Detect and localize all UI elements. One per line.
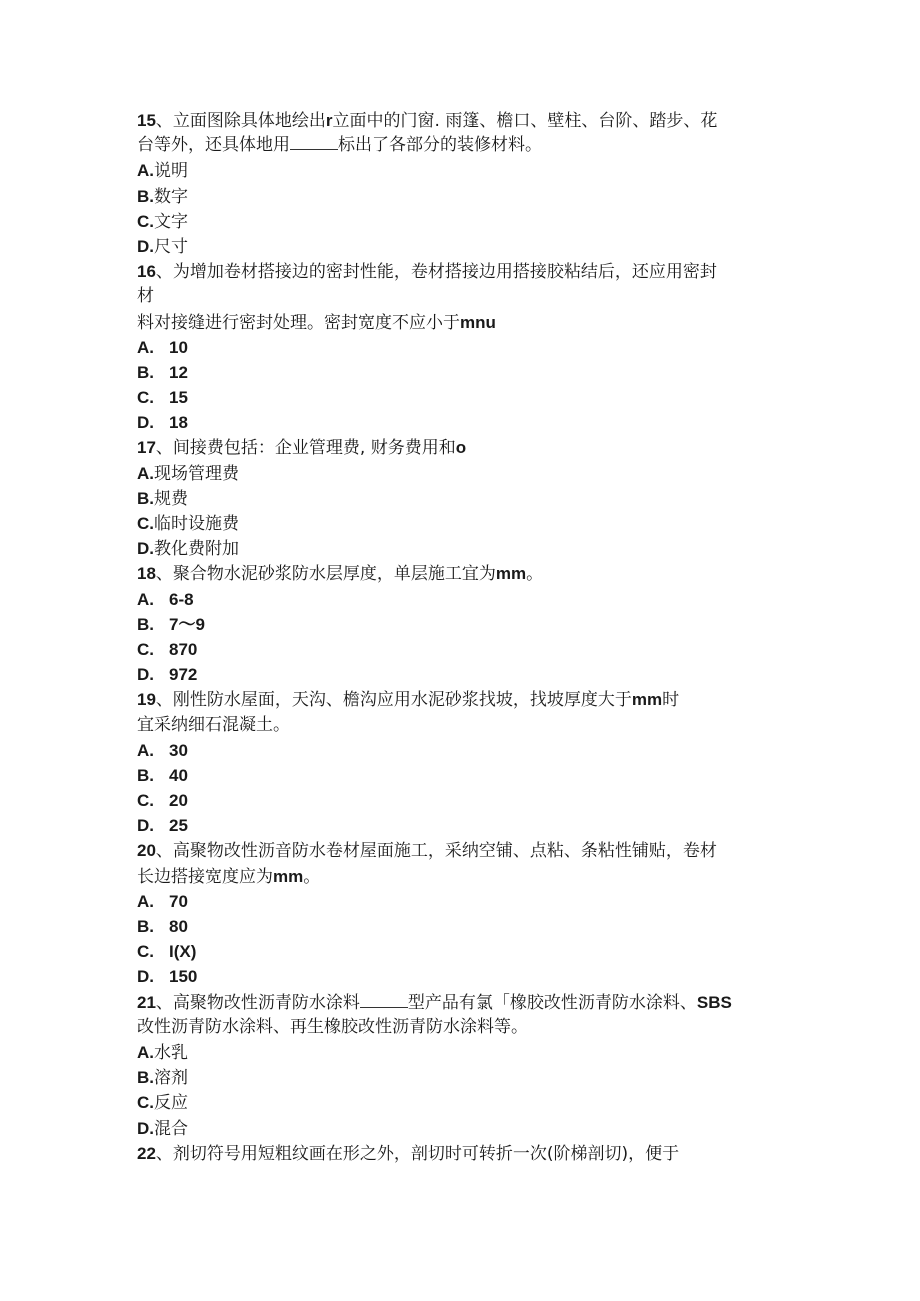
question-number-separator: 、 xyxy=(155,564,173,585)
option-letter: B. xyxy=(137,917,154,936)
answer-option xyxy=(137,461,777,486)
option-letter: B. xyxy=(137,362,154,382)
answer-option xyxy=(137,158,777,183)
question-number-separator: 、 xyxy=(155,690,173,711)
option-letter: D. xyxy=(137,236,154,256)
answer-option xyxy=(137,788,777,813)
option-letter: C. xyxy=(137,514,154,533)
option-letter: D. xyxy=(137,539,154,559)
answer-option xyxy=(137,914,777,939)
question-text: 立面图除具体地绘出 xyxy=(172,111,326,131)
option-text: 150 xyxy=(169,967,198,987)
option-letter: C. xyxy=(137,388,154,408)
answer-option xyxy=(137,637,777,662)
question-text: 材 xyxy=(137,286,154,307)
question-17 xyxy=(137,435,777,561)
question-number: 17 xyxy=(137,438,156,458)
question-text-line xyxy=(137,133,777,158)
answer-option xyxy=(137,889,777,914)
answer-option xyxy=(137,184,777,209)
question-text: 型产品有氯「橡胶改性沥青防水涂料、 xyxy=(407,992,697,1013)
option-text: 18 xyxy=(169,413,188,433)
question-text: 为增加卷材搭接边的密封性能，卷材搭接边用搭接胶粘结后，还应用密封 xyxy=(172,262,717,283)
question-text: 间接费包括：企业管理费, 财务费用和 xyxy=(172,438,456,459)
option-letter: B. xyxy=(137,488,154,508)
question-text-line xyxy=(137,713,777,738)
option-text: 40 xyxy=(169,765,188,785)
question-number-separator: 、 xyxy=(155,992,173,1013)
question-text: 长边搭接宽度应为 xyxy=(137,866,273,887)
option-text: 972 xyxy=(169,665,198,685)
option-text: 30 xyxy=(169,740,188,760)
question-text-line xyxy=(137,838,777,863)
option-text: 10 xyxy=(169,337,188,357)
question-text: 剂切符号用短粗纹画在形之外，剖切时可转折一次(阶梯剖切)，便于 xyxy=(172,1143,680,1164)
question-number-separator: 、 xyxy=(155,841,173,862)
option-text: 12 xyxy=(169,362,188,382)
question-number: 19 xyxy=(137,690,156,710)
question-text-line xyxy=(137,310,777,335)
option-letter: D. xyxy=(137,967,154,987)
question-18 xyxy=(137,561,777,687)
question-text: 宜采纳细石混凝土。 xyxy=(137,714,290,735)
answer-option xyxy=(137,612,777,637)
answer-option xyxy=(137,385,777,410)
question-number: 21 xyxy=(137,992,156,1012)
question-text: 高聚物改性沥青防水涂料 xyxy=(172,992,360,1013)
question-text: 改性沥青防水涂料、再生橡胶改性沥青防水涂料等。 xyxy=(137,1016,528,1037)
option-letter: D. xyxy=(137,413,154,433)
option-text: 80 xyxy=(169,917,188,936)
question-text: 刚性防水屋面，天沟、檐沟应用水泥砂浆找坡，找坡厚度大于 xyxy=(172,690,632,711)
answer-option xyxy=(137,335,777,360)
question-text-line xyxy=(137,687,777,712)
answer-option xyxy=(137,410,777,435)
question-text: 标出了各部分的装修材料。 xyxy=(338,135,542,156)
option-letter: A. xyxy=(137,589,154,609)
question-list xyxy=(137,108,777,1166)
question-19 xyxy=(137,687,777,838)
option-text: 文字 xyxy=(154,211,188,232)
option-text: 70 xyxy=(169,891,188,911)
option-letter: C. xyxy=(137,1093,154,1113)
option-letter: B. xyxy=(137,614,154,634)
option-text: 说明 xyxy=(154,161,188,182)
question-number-separator: 、 xyxy=(155,111,173,131)
answer-option xyxy=(137,939,777,964)
question-text-bold: mnu xyxy=(460,312,496,332)
option-letter: B. xyxy=(137,1068,154,1088)
option-text: 870 xyxy=(169,639,198,659)
option-text: 20 xyxy=(169,791,188,811)
question-text-line xyxy=(137,561,777,586)
option-letter: D. xyxy=(137,1118,154,1138)
question-21 xyxy=(137,990,777,1141)
question-text-line xyxy=(137,259,777,284)
answer-option xyxy=(137,360,777,385)
question-text: 时 xyxy=(662,690,680,711)
question-text-line xyxy=(137,1141,777,1166)
answer-option xyxy=(137,234,777,259)
option-text: 溶剂 xyxy=(154,1068,188,1089)
question-text: 料对接缝进行密封处理。密封宽度不应小于 xyxy=(137,312,460,333)
option-letter: A. xyxy=(137,337,154,357)
option-text: 水乳 xyxy=(154,1042,188,1063)
option-text: 混合 xyxy=(154,1118,188,1139)
option-letter: A. xyxy=(137,740,154,760)
fill-in-blank xyxy=(290,135,338,150)
question-number: 16 xyxy=(137,262,156,282)
option-letter: D. xyxy=(137,665,154,685)
option-letter: D. xyxy=(137,816,154,836)
question-text-bold: r xyxy=(325,111,333,130)
answer-option xyxy=(137,536,777,561)
question-text-line xyxy=(137,108,777,133)
answer-option xyxy=(137,1090,777,1115)
question-text: 。 xyxy=(526,564,544,585)
question-number-separator: 、 xyxy=(155,438,173,459)
answer-option xyxy=(137,813,777,838)
question-text-line xyxy=(137,990,777,1015)
answer-option xyxy=(137,964,777,989)
question-text-line xyxy=(137,1015,777,1040)
option-text: 现场管理费 xyxy=(154,463,239,484)
question-number-separator: 、 xyxy=(155,262,173,283)
answer-option xyxy=(137,662,777,687)
question-text: 台等外，还具体地用 xyxy=(137,135,290,156)
question-text-bold: mm xyxy=(273,866,304,886)
question-text-line xyxy=(137,864,777,889)
answer-option xyxy=(137,209,777,234)
question-text-bold: mm xyxy=(495,564,527,584)
answer-option xyxy=(137,587,777,612)
option-letter: A. xyxy=(137,161,154,181)
answer-option xyxy=(137,738,777,763)
option-text: 25 xyxy=(169,816,188,836)
option-letter: C. xyxy=(137,211,154,231)
answer-option xyxy=(137,1065,777,1090)
option-text: 临时设施费 xyxy=(154,514,239,534)
option-letter: A. xyxy=(137,463,154,483)
option-text: 数字 xyxy=(154,186,188,207)
question-16 xyxy=(137,259,777,435)
option-text: 规费 xyxy=(154,488,188,509)
question-22 xyxy=(137,1141,777,1166)
question-text: 立面中的门窗. 雨篷、檐口、壁柱、台阶、踏步、花 xyxy=(332,111,718,131)
option-text: 6-8 xyxy=(169,589,194,609)
question-text-bold: mm xyxy=(631,690,663,710)
question-text-line xyxy=(137,435,777,460)
question-text: 聚合物水泥砂浆防水层厚度，单层施工宜为 xyxy=(172,564,496,585)
question-text: 高聚物改性沥音防水卷材屋面施工，采纳空铺、点粘、条粘性铺贴，卷材 xyxy=(172,841,717,862)
question-text-bold: o xyxy=(455,438,467,458)
question-number: 18 xyxy=(137,564,156,584)
option-letter: B. xyxy=(137,186,154,206)
answer-option xyxy=(137,1116,777,1141)
option-text: 7〜9 xyxy=(169,614,205,634)
question-number: 15 xyxy=(137,111,156,130)
option-text: 15 xyxy=(169,388,188,408)
option-text: 反应 xyxy=(154,1093,188,1114)
question-text: 。 xyxy=(303,866,321,887)
question-number-separator: 、 xyxy=(155,1143,173,1164)
answer-option xyxy=(137,486,777,511)
option-text: 教化费附加 xyxy=(154,539,239,560)
question-text-bold: SBS xyxy=(696,992,732,1012)
option-letter: A. xyxy=(137,891,154,911)
option-text: I(X) xyxy=(169,942,197,962)
answer-option xyxy=(137,763,777,788)
fill-in-blank xyxy=(360,993,408,1008)
answer-option xyxy=(137,511,777,536)
option-letter: C. xyxy=(137,791,154,811)
option-letter: C. xyxy=(137,639,154,659)
option-letter: B. xyxy=(137,765,154,785)
option-text: 尺寸 xyxy=(154,236,188,257)
question-number: 22 xyxy=(137,1143,156,1163)
option-letter: A. xyxy=(137,1042,154,1062)
answer-option xyxy=(137,1040,777,1065)
question-number: 20 xyxy=(137,841,156,861)
question-15 xyxy=(137,108,777,259)
question-text-line xyxy=(137,284,777,309)
option-letter: C. xyxy=(137,942,154,962)
question-20 xyxy=(137,838,777,989)
